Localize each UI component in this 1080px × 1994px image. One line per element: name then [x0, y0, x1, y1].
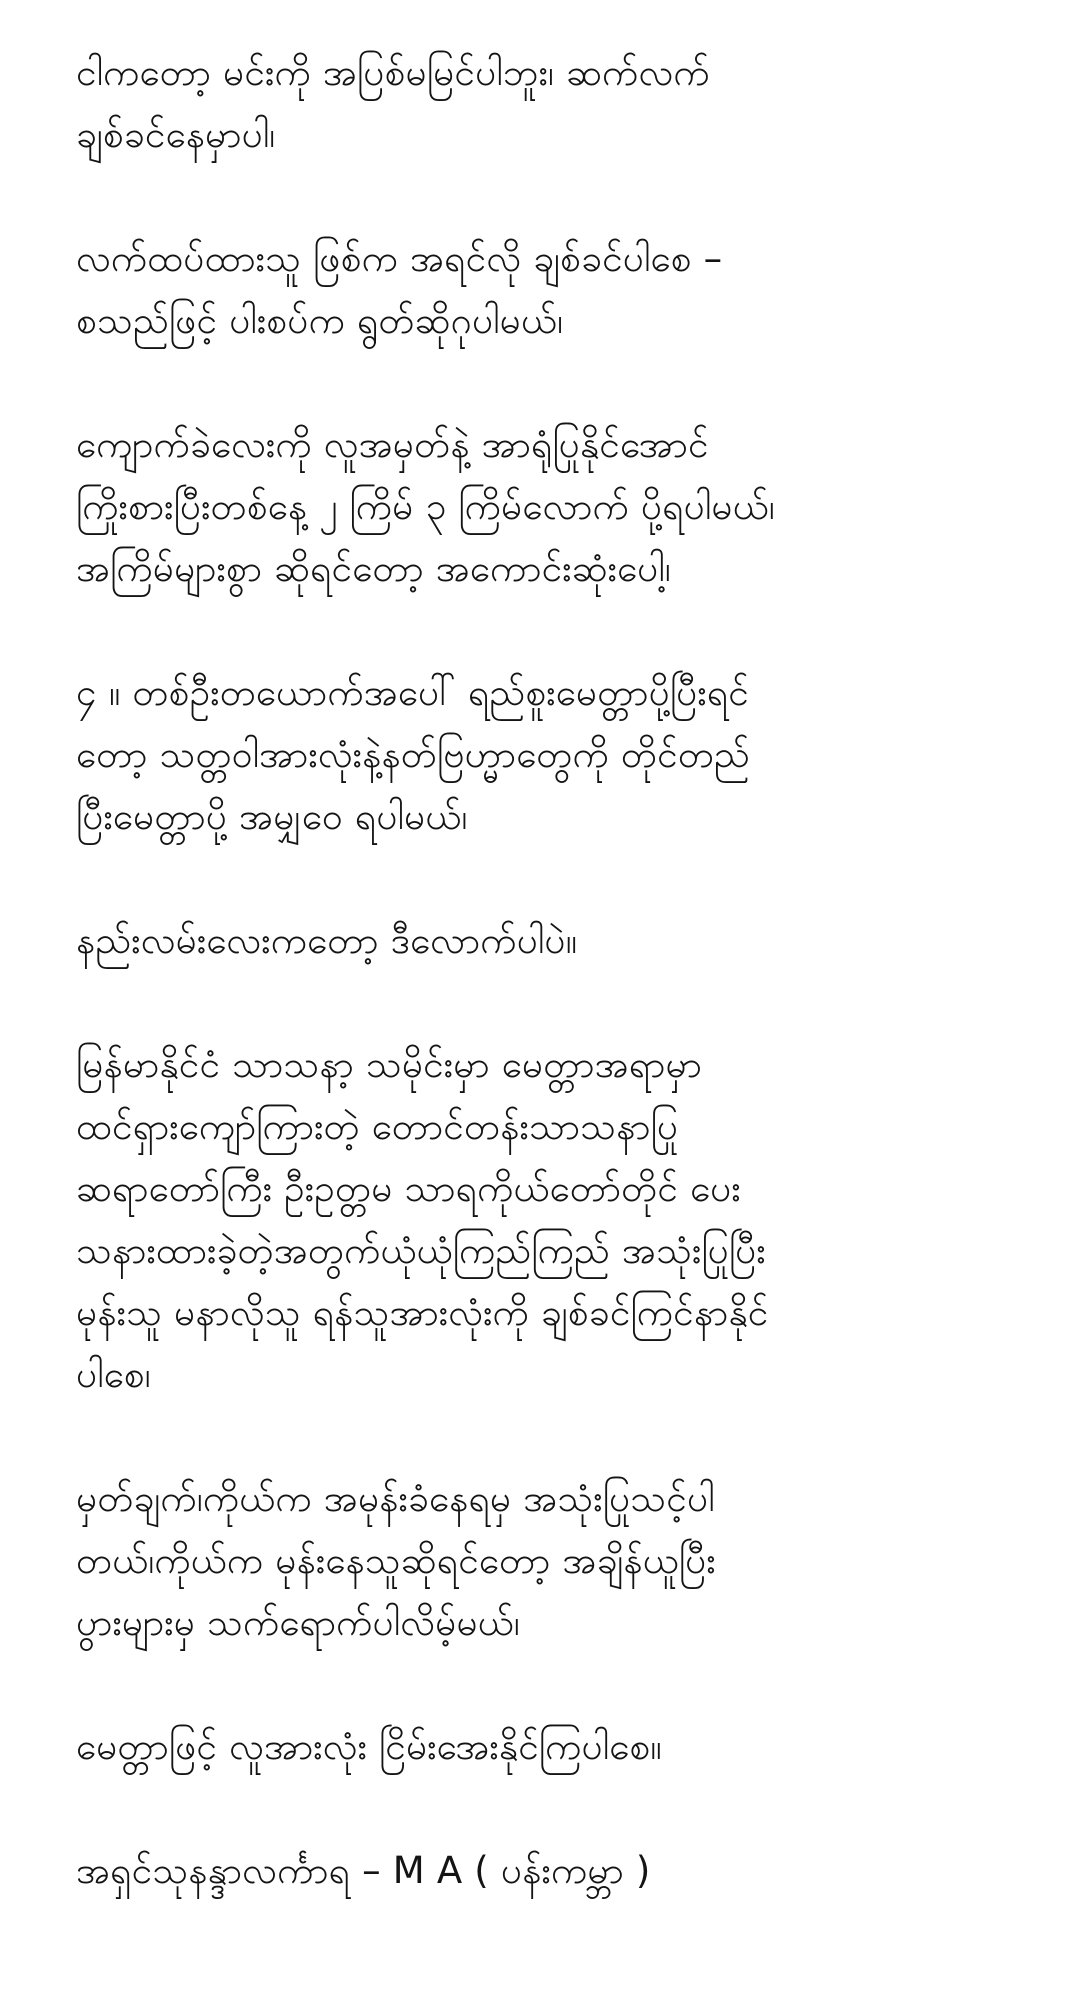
text-line: ကျောက်ခဲလေးကို လူအမှတ်နဲ့ အာရုံပြုနိုင်အောင် [76, 423, 709, 466]
paragraph-6 [76, 1034, 1040, 1406]
paragraph-spacer [76, 1778, 1040, 1840]
text-line: မြန်မာနိုင်ငံ သာသနာ့ သမိုင်းမှာ မေတ္တာအရာမှာ [76, 1043, 703, 1086]
text-line: ကြိုးစားပြီးတစ်နေ့ ၂ ကြိမ် ၃ ကြိမ်လောက် ပို့ရပါမယ်၊ [76, 485, 775, 528]
signature-line [76, 1840, 1040, 1902]
paragraph-5 [76, 910, 1040, 972]
text-line: မုန်းသူ မနာလိုသူ ရန်သူအားလုံးကို ချစ်ခင်ကြင်နာနိုင် [76, 1291, 769, 1334]
text-line: နည်းလမ်းလေးကတော့ ဒီလောက်ပါပဲ။ [76, 919, 578, 962]
paragraph-8 [76, 1716, 1040, 1778]
paragraph-spacer [76, 600, 1040, 662]
text-line: ဆရာတော်ကြီး ဦးဥတ္တမ သာရကိုယ်တော်တိုင် ပေး [76, 1167, 741, 1210]
paragraph-spacer [76, 166, 1040, 228]
paragraph-2 [76, 228, 1040, 352]
text-line: သနားထားခဲ့တဲ့အတွက်ယုံယုံကြည်ကြည် အသုံးပြုပြီး [76, 1229, 766, 1272]
text-line: တယ်၊ကိုယ်က မုန်းနေသူဆိုရင်တော့ အချိန်ယူပြီး [76, 1539, 716, 1582]
paragraph-4 [76, 662, 1040, 848]
paragraph-1 [76, 42, 1040, 166]
paragraph-spacer [76, 1406, 1040, 1468]
text-line: ပြီးမေတ္တာပို့ အမျှဝေ ရပါမယ်၊ [76, 795, 468, 838]
text-line: တော့ သတ္တဝါအားလုံးနဲ့နတ်ဗြဟ္မာတွေကို တိုင်တည် [76, 733, 751, 776]
paragraph-7 [76, 1468, 1040, 1654]
text-line: အရှင်သုနန္ဒာလင်္ကာရ – M A ( ပန်းကမ္ဘာ ) [76, 1849, 651, 1892]
paragraph-3 [76, 414, 1040, 600]
text-line: ၄ ။ တစ်ဦးတယောက်အပေါ် ရည်စူးမေတ္တာပို့ပြီးရင် [76, 671, 750, 714]
text-line: စသည်ဖြင့် ပါးစပ်က ရွတ်ဆိုဂုပါမယ်၊ [76, 299, 564, 342]
paragraph-spacer [76, 972, 1040, 1034]
paragraph-spacer [76, 1654, 1040, 1716]
text-line: မှတ်ချက်၊ကိုယ်က အမုန်းခံနေရမှ အသုံးပြုသင့်ပါ [76, 1477, 715, 1520]
text-line: အကြိမ်များစွာ ဆိုရင်တော့ အကောင်းဆုံးပေါ့၊ [76, 547, 671, 590]
text-line: ငါကတော့ မင်းကို အပြစ်မမြင်ပါဘူး၊ ဆက်လက် [76, 51, 710, 94]
text-line: ပွားများမှ သက်ရောက်ပါလိမ့်မယ်၊ [76, 1601, 520, 1644]
paragraph-spacer [76, 352, 1040, 414]
text-line: လက်ထပ်ထားသူ ဖြစ်က အရင်လို ချစ်ခင်ပါစေ – [76, 237, 723, 280]
text-line: မေတ္တာဖြင့် လူအားလုံး ငြိမ်းအေးနိုင်ကြပါစေ။ [76, 1725, 662, 1768]
text-line: ထင်ရှားကျော်ကြားတဲ့ တောင်တန်းသာသနာပြု [76, 1105, 679, 1148]
paragraph-spacer [76, 848, 1040, 910]
text-line: ချစ်ခင်နေမှာပါ၊ [76, 113, 276, 156]
text-line: ပါစေ၊ [76, 1353, 151, 1396]
